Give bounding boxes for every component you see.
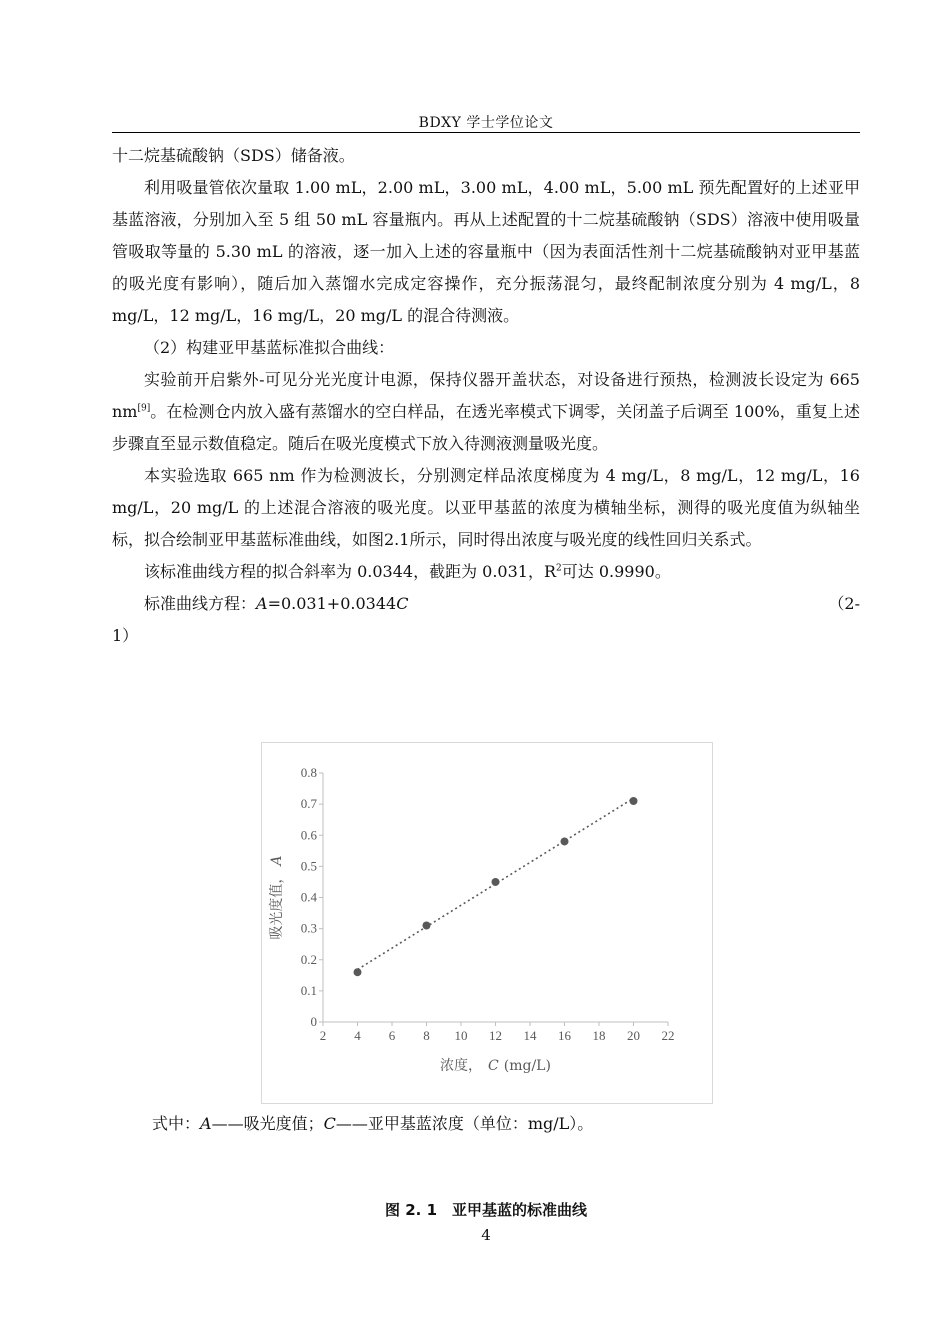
equation-var-c: C xyxy=(396,594,409,613)
paragraph: （2）构建亚甲基蓝标准拟合曲线： xyxy=(144,338,395,357)
x-tick-label: 8 xyxy=(423,1028,430,1043)
x-tick-label: 10 xyxy=(454,1028,468,1043)
text-run: 可达 0.9990。 xyxy=(561,562,671,581)
x-tick-label: 2 xyxy=(319,1028,327,1043)
x-axis-title: 浓度， C (mg/L) xyxy=(440,1058,551,1074)
chart-frame xyxy=(261,742,713,1104)
text-run: 实验前开启紫外-可见分光光度计电源，保持仪器开盖状态，对设备进行预热，检测波长设定为 665 nm xyxy=(112,370,860,421)
text-run: 该标准曲线方程的拟合斜率为 0.0344，截距为 0.031，R xyxy=(144,562,557,581)
note-prefix: 式中： xyxy=(152,1114,201,1133)
y-tick-label: 0 xyxy=(310,1014,317,1029)
text-run: 。在检测仓内放入盛有蒸馏水的空白样品，在透光率模式下调零，关闭盖子后调至 100%，重复上述步骤直至显示数值稳定。随后在吸光度模式下放入待测液测量吸光度。 xyxy=(112,402,860,453)
x-tick-label: 4 xyxy=(354,1028,361,1043)
note-var-a: A xyxy=(200,1114,212,1133)
paragraph xyxy=(112,556,860,588)
equation-var-a: A xyxy=(256,594,268,613)
y-tick-label: 0.2 xyxy=(300,951,317,967)
paragraph: 本实验选取 665 nm 作为检测波长，分别测定样品浓度梯度为 4 mg/L，8 mg/L，12 mg/L，16 mg/L，20 mg/L 的上述混合溶液的吸光度。以亚甲基蓝的浓度为横轴坐标，测得的吸光度值为纵轴坐标，拟合绘制亚甲基蓝标准曲线，如图2.1所示，同时得出浓度与吸光度的线性回归关系式。 xyxy=(112,466,860,549)
y-axis-title: 吸光度值，A xyxy=(269,855,285,940)
equation-note xyxy=(112,1108,860,1140)
data-point xyxy=(630,797,638,805)
paragraph: 利用吸量管依次量取 1.00 mL，2.00 mL，3.00 mL，4.00 mL，5.00 mL 预先配置好的上述亚甲基蓝溶液，分别加入至 5 组 50 mL 容量瓶内。再从上述配置的十二烷基硫酸钠（SDS）溶液中使用吸量管吸取等量的 5.30 mL 的溶液，逐一加入上述的容量瓶中（因为表面活性剂十二烷基硫酸钠对亚甲基蓝的吸光度有影响），随后加入蒸馏水完成定容操作，充分振荡混匀，最终配制浓度分别为 4 mg/L，8 mg/L，12 mg/L，16 mg/L，20 mg/L 的混合待测液。 xyxy=(112,178,860,325)
x-tick-label: 16 xyxy=(558,1028,571,1043)
x-tick-label: 14 xyxy=(523,1028,537,1043)
standard-curve-chart xyxy=(262,743,712,1103)
data-point xyxy=(423,922,431,930)
paragraph: 十二烷基硫酸钠（SDS）储备液。 xyxy=(112,146,355,165)
y-tick-label: 0.4 xyxy=(300,889,317,905)
note-desc-a: ——吸光度值； xyxy=(211,1114,324,1133)
equation-body: =0.031+0.0344 xyxy=(267,594,397,613)
x-tick-label: 22 xyxy=(661,1028,675,1043)
superscript: 2 xyxy=(556,563,562,574)
page-number: 4 xyxy=(481,1226,491,1244)
body-text xyxy=(112,140,860,652)
note-line xyxy=(112,1108,860,1140)
equation-number-cont: 1） xyxy=(112,626,139,645)
data-point xyxy=(492,878,500,886)
citation-ref: [9] xyxy=(137,403,151,414)
equation-label: 标准曲线方程： xyxy=(144,594,257,613)
data-point xyxy=(354,968,362,976)
note-desc-c: ——亚甲基蓝浓度（单位：mg/L）。 xyxy=(335,1114,594,1133)
note-var-c: C xyxy=(323,1114,336,1133)
paragraph xyxy=(112,364,860,460)
x-tick-label: 12 xyxy=(489,1028,502,1043)
header-rule xyxy=(112,132,860,133)
y-tick-label: 0.7 xyxy=(300,796,317,812)
equation xyxy=(112,588,408,620)
x-tick-label: 6 xyxy=(388,1028,396,1043)
data-point xyxy=(561,837,569,845)
x-tick-label: 20 xyxy=(627,1028,640,1043)
equation-line xyxy=(112,588,860,620)
figure-caption: 图 2. 1 亚甲基蓝的标准曲线 xyxy=(384,1201,588,1219)
y-tick-label: 0.6 xyxy=(300,827,317,843)
y-tick-label: 0.5 xyxy=(300,858,317,874)
y-tick-label: 0.1 xyxy=(300,982,317,998)
y-tick-label: 0.3 xyxy=(300,920,317,936)
y-tick-label: 0.8 xyxy=(300,765,317,780)
running-header: BDXY 学士学位论文 xyxy=(418,115,554,131)
x-tick-label: 18 xyxy=(592,1028,606,1043)
equation-number: （2- xyxy=(828,594,860,613)
